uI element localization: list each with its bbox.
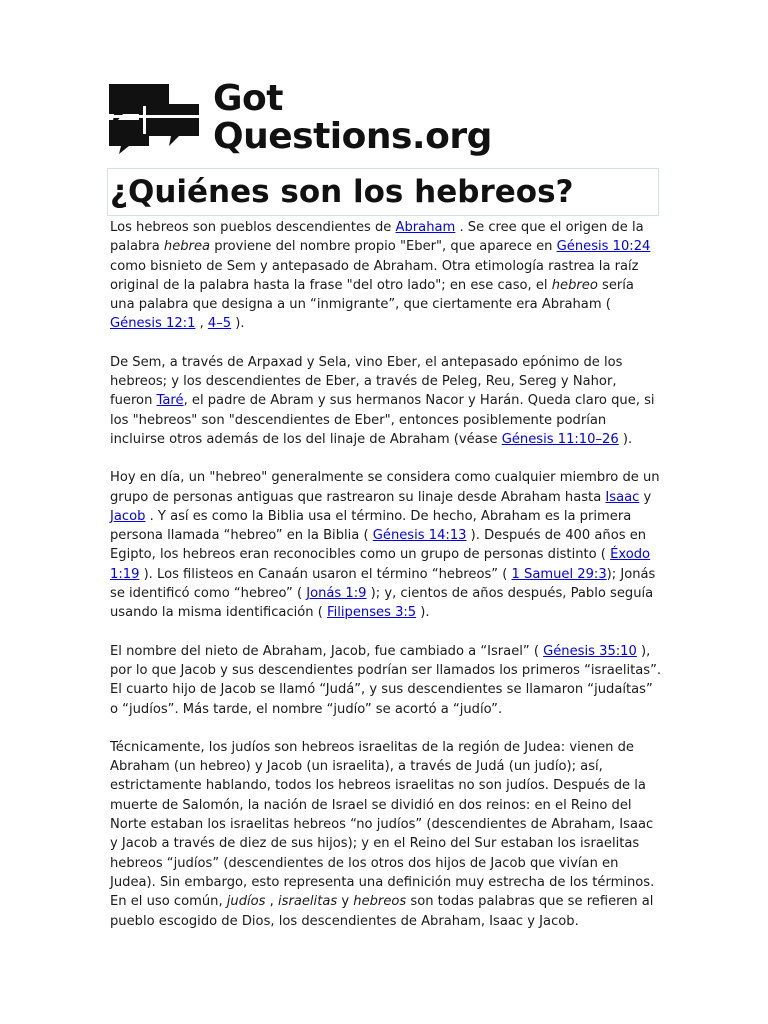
logo-text-got: Got xyxy=(213,78,283,119)
speech-bubbles-icon xyxy=(109,84,205,154)
article-body xyxy=(110,218,662,950)
link-genesis-10-24[interactable]: Génesis 10:24 xyxy=(556,239,651,255)
link-filipenses-3-5[interactable]: Filipenses 3:5 xyxy=(327,605,417,621)
paragraph-4: El nombre del nieto de Abraham, Jacob, fue cambiado a “Israel” ( Génesis 35:10 ), por lo que Jacob y sus descendientes podrían ser llamados los primeros “israelitas”. El cuarto hijo de Jacob se llamó “Judá”, y sus descendientes se llamaron “judaítas” o “judíos”. Más tarde, el nombre “judío” se acortó a “judío”. xyxy=(110,643,662,717)
link-genesis-11-10-26[interactable]: Génesis 11:10–26 xyxy=(501,431,619,447)
link-abraham[interactable]: Abraham xyxy=(395,220,456,235)
page-title: ¿Quiénes son los hebreos? xyxy=(110,174,574,210)
paragraph-1: Los hebreos son pueblos descendientes de Abraham . Se cree que el origen de la palabra hebrea proviene del nombre propio "Eber", que aparece en Génesis 10:24 como bisnieto de Sem y antepasado de Abraham. Otra etimología rastrea la raíz original de la palabra hasta la frase "del otro lado"; en ese caso, el hebreo sería una palabra que designa a un “inmigrante”, que ciertamente era Abraham ( Génesis 12:1 , 4–5 ). xyxy=(110,220,651,332)
link-genesis-12-1[interactable]: Génesis 12:1 xyxy=(110,316,196,332)
link-isaac[interactable]: Isaac xyxy=(605,489,640,505)
link-jonas-1-9[interactable]: Jonás 1:9 xyxy=(306,586,367,602)
link-exodo-1-19[interactable]: Éxodo 1:19 xyxy=(110,547,651,582)
paragraph-2: De Sem, a través de Arpaxad y Sela, vino Eber, el antepasado epónimo de los hebreos; y los descendientes de Eber, a través de Peleg, Reu, Sereg y Nahor, fueron Taré, el padre de Abram y sus hermanos Nacor y Harán. Queda claro que, si los "hebreos" son "descendientes de Eber", entonces posiblemente podrían incluirse otros además de los del linaje de Abraham (véase Génesis 11:10–26 ). xyxy=(110,354,655,447)
link-genesis-35-10[interactable]: Génesis 35:10 xyxy=(543,643,637,659)
link-jacob[interactable]: Jacob xyxy=(110,508,146,524)
title-container xyxy=(107,168,659,216)
gotquestions-logo[interactable] xyxy=(109,78,509,160)
link-genesis-12-4-5[interactable]: 4–5 xyxy=(207,316,232,332)
link-1-samuel-29-3[interactable]: 1 Samuel 29:3 xyxy=(511,566,607,582)
link-tare[interactable]: Taré xyxy=(156,393,184,409)
paragraph-5: Técnicamente, los judíos son hebreos israelitas de la región de Judea: vienen de Abraham (un hebreo) y Jacob (un israelita), a través de Judá (un judío); así, estrictamente hablando, todos los hebreos israelitas no son judíos. Después de la muerte de Salomón, la nación de Israel se dividió en dos reinos: en el Reino del Norte estaban los israelitas hebreos “no judíos” (descendientes de Abraham, Isaac y Jacob a través de diez de sus hijos); y en el Reino del Sur estaban los israelitas hebreos “judíos” (descendientes de los otros dos hijos de Jacob que vivían en Judea). Sin embargo, esto representa una definición muy estrecha de los términos. En el uso común, judíos , israelitas y hebreos son todas palabras que se refieren al pueblo escogido de Dios, los descendientes de Abraham, Isaac y Jacob. xyxy=(110,739,655,929)
logo-wordmark xyxy=(213,80,492,156)
logo-text-questions: Questions.org xyxy=(213,116,492,157)
link-genesis-14-13[interactable]: Génesis 14:13 xyxy=(372,528,467,544)
paragraph-3: Hoy en día, un "hebreo" generalmente se considera como cualquier miembro de un grupo de personas antiguas que rastrearon su linaje desde Abraham hasta Isaac y Jacob . Y así es como la Biblia usa el término. De hecho, Abraham es la primera persona llamada “hebreo” en la Biblia ( Génesis 14:13 ). Después de 400 años en Egipto, los hebreos eran reconocibles como un grupo de personas distinto ( Éxodo 1:19 ). Los filisteos en Canaán usaron el término “hebreos” ( 1 Samuel 29:3); Jonás se identificó como “hebreo” ( Jonás 1:9 ); y, cientos de años después, Pablo seguía usando la misma identificación ( Filipenses 3:5 ). xyxy=(110,470,660,621)
